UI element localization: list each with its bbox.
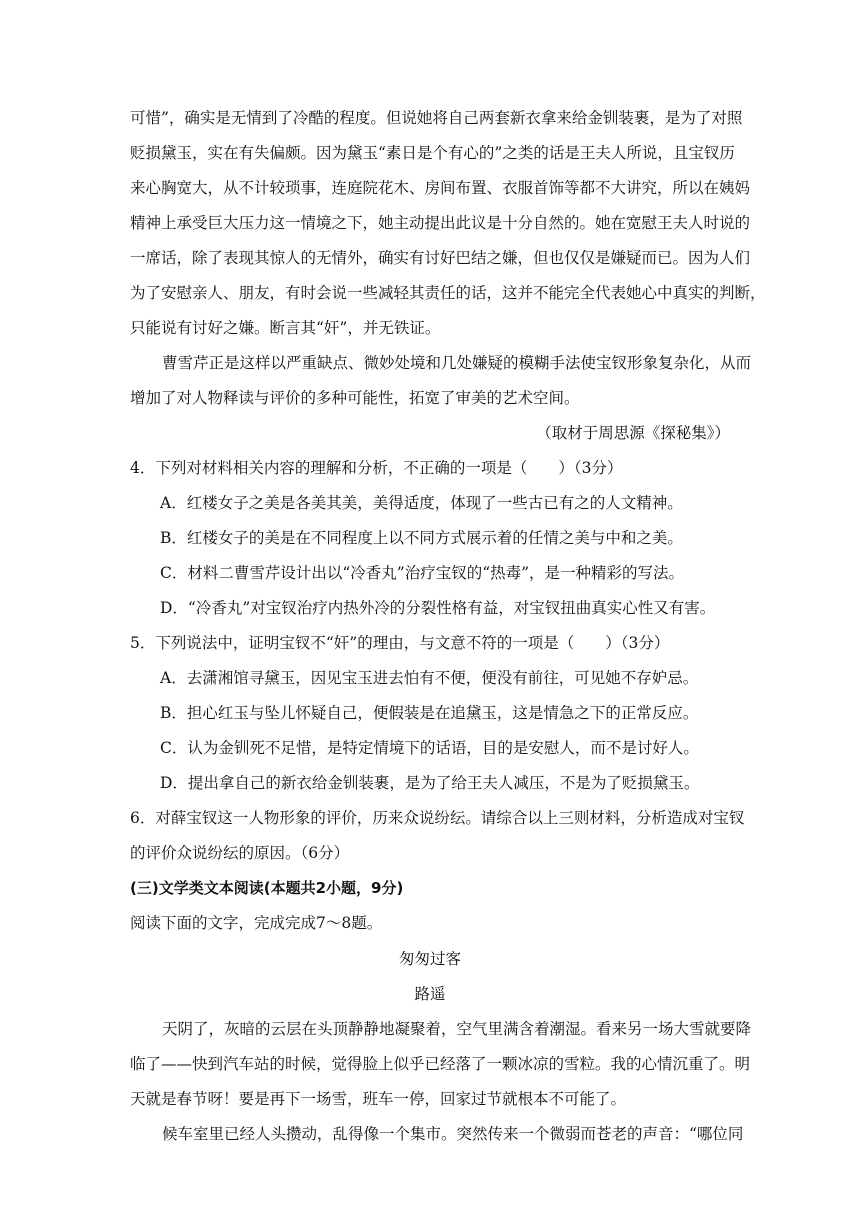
- conclusion-line: 增加了对人物释读与评价的多种可能性，拓宽了审美的艺术空间。: [130, 389, 580, 407]
- question-5-option-d: D．提出拿自己的新衣给金钏装裹，是为了给王夫人减压，不是为了贬损黛玉。: [160, 774, 700, 792]
- story-line: 临了——快到汽车站的时候，觉得脸上似乎已经落了一颗冰凉的雪粒。我的心情沉重了。明: [130, 1055, 751, 1073]
- question-6-line: 的评价众说纷纭的原因。（6分）: [130, 844, 350, 862]
- question-5-option-c: C．认为金钏死不足惜，是特定情境下的话语，目的是安慰人，而不是讨好人。: [160, 739, 699, 757]
- story-line: 天阴了，灰暗的云层在头顶静静地凝聚着，空气里满含着潮湿。看来另一场大雪就要降: [162, 1020, 752, 1038]
- question-5-stem: 5．下列说法中，证明宝钗不“奸”的理由，与文意不符的一项是（ ）（3分）: [130, 634, 670, 652]
- question-4-option-a: A．红楼女子之美是各美其美，美得适度，体现了一些古已有之的人文精神。: [160, 494, 683, 512]
- story-line: 天就是春节呀！要是再下一场雪，班车一停，回家过节就根本不可能了。: [130, 1090, 627, 1108]
- question-5-option-b: B．担心红玉与坠儿怀疑自己，便假装是在追黛玉，这是情急之下的正常反应。: [160, 704, 699, 722]
- source-citation: （取材于周思源《探秘集》）: [536, 424, 730, 442]
- passage-line: 只能说有讨好之嫌。断言其“奸”，并无铁证。: [130, 319, 441, 337]
- question-4-option-b: B．红楼女子的美是在不同程度上以不同方式展示着的任情之美与中和之美。: [160, 529, 683, 547]
- passage-line: 精神上承受巨大压力这一情境之下，她主动提出此议是十分自然的。她在宽慰王夫人时说的: [130, 214, 751, 232]
- passage-line: 一席话，除了表现其惊人的无情外，确实有讨好巴结之嫌，但也仅仅是嫌疑而已。因为人们: [130, 249, 751, 267]
- story-line: 候车室里已经人头攒动，乱得像一个集市。突然传来一个微弱而苍老的声音：“哪位同: [162, 1125, 744, 1143]
- conclusion-line: 曹雪芹正是这样以严重缺点、微妙处境和几处嫌疑的模糊手法使宝钗形象复杂化，从而: [162, 354, 752, 372]
- question-4-stem: 4．下列对材料相关内容的理解和分析，不正确的一项是（ ）（3分）: [130, 459, 623, 477]
- passage-line: 可惜”，确实是无情到了冷酷的程度。但说她将自己两套新衣拿来给金钏装裹，是为了对照: [130, 109, 743, 127]
- story-author: 路遥: [414, 985, 446, 1003]
- question-4-option-d: D．“冷香丸”对宝钗治疗内热外冷的分裂性格有益，对宝钗扭曲真实心性又有害。: [160, 599, 716, 617]
- section-instruction: 阅读下面的文字，完成完成7～8题。: [130, 914, 383, 932]
- passage-line: 为了安慰亲人、朋友，有时会说一些减轻其责任的话，这并不能完全代表她心中真实的判断，: [130, 284, 766, 302]
- question-6-line: 6．对薛宝钗这一人物形象的评价，历来众说纷纭。请综合以上三则材料，分析造成对宝钗: [130, 809, 745, 827]
- passage-line: 来心胸宽大，从不计较琐事，连庭院花木、房间布置、衣服首饰等都不大讲究，所以在姨妈: [130, 179, 751, 197]
- story-title: 匆匆过客: [398, 950, 461, 968]
- question-4-option-c: C．材料二曹雪芹设计出以“冷香丸”治疗宝钗的“热毒”，是一种精彩的写法。: [160, 564, 685, 582]
- section-heading: (三)文学类文本阅读(本题共2小题，9分): [130, 879, 404, 897]
- passage-line: 贬损黛玉，实在有失偏颇。因为黛玉“素日是个有心的”之类的话是王夫人所说，且宝钗历: [130, 144, 735, 162]
- question-5-option-a: A．去潇湘馆寻黛玉，因见宝玉进去怕有不便，便没有前往，可见她不存妒忌。: [160, 669, 699, 687]
